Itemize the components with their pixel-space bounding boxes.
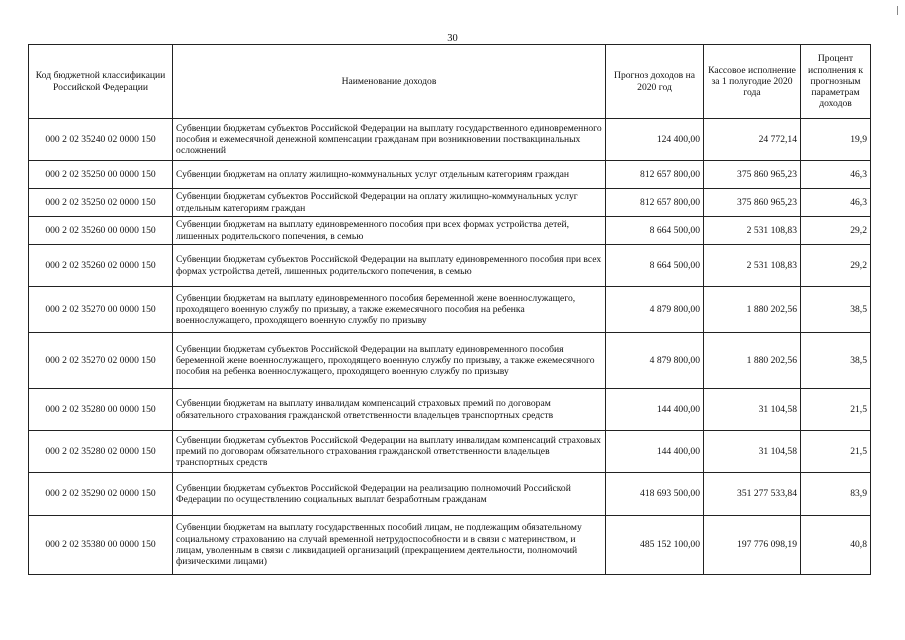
row-cash: 2 531 108,83: [704, 245, 801, 287]
table-row: [29, 245, 871, 287]
table-row: [29, 473, 871, 516]
row-cash: 197 776 098,19: [704, 516, 801, 575]
table-row: [29, 431, 871, 473]
table-row: [29, 119, 871, 161]
header-cash: Кассовое исполнение за 1 полугодие 2020 года: [704, 45, 801, 119]
row-name: Субвенции бюджетам на выплату единовременного пособия при всех формах устройства детей, лишенных родительского попечения, в семью: [173, 217, 606, 245]
row-forecast: 8 664 500,00: [606, 245, 704, 287]
row-percent: 19,9: [801, 119, 871, 161]
row-code: 000 2 02 35280 02 0000 150: [29, 431, 173, 473]
row-name: Субвенции бюджетам на выплату инвалидам компенсаций страховых премий по договорам обязательного страхования гражданской ответственности владельцев транспортных средств: [173, 389, 606, 431]
table-row: [29, 389, 871, 431]
row-cash: 351 277 533,84: [704, 473, 801, 516]
row-forecast: 485 152 100,00: [606, 516, 704, 575]
row-forecast: 8 664 500,00: [606, 217, 704, 245]
row-code: 000 2 02 35380 00 0000 150: [29, 516, 173, 575]
row-name: Субвенции бюджетам субъектов Российской Федерации на выплату единовременного пособия при всех формах устройства детей, лишенных родительского попечения, в семью: [173, 245, 606, 287]
row-name: Субвенции бюджетам на оплату жилищно-коммунальных услуг отдельным категориям граждан: [173, 161, 606, 189]
row-percent: 46,3: [801, 161, 871, 189]
row-forecast: 812 657 800,00: [606, 189, 704, 217]
row-code: 000 2 02 35260 00 0000 150: [29, 217, 173, 245]
row-code: 000 2 02 35240 02 0000 150: [29, 119, 173, 161]
row-cash: 375 860 965,23: [704, 189, 801, 217]
row-forecast: 124 400,00: [606, 119, 704, 161]
row-code: 000 2 02 35290 02 0000 150: [29, 473, 173, 516]
row-code: 000 2 02 35280 00 0000 150: [29, 389, 173, 431]
row-forecast: 418 693 500,00: [606, 473, 704, 516]
header-code: Код бюджетной классификации Российской Федерации: [29, 45, 173, 119]
row-forecast: 144 400,00: [606, 431, 704, 473]
row-code: 000 2 02 35250 02 0000 150: [29, 189, 173, 217]
table-row: [29, 516, 871, 575]
table-header-row: [29, 45, 871, 119]
row-name: Субвенции бюджетам субъектов Российской Федерации на выплату государственного единовременного пособия и ежемесячной денежной компенсации гражданам при возникновении поствакцинальных осложнений: [173, 119, 606, 161]
row-percent: 46,3: [801, 189, 871, 217]
table-row: [29, 217, 871, 245]
table-row: [29, 161, 871, 189]
table-row: [29, 333, 871, 389]
revenue-table: [28, 44, 871, 575]
row-code: 000 2 02 35250 00 0000 150: [29, 161, 173, 189]
row-forecast: 4 879 800,00: [606, 333, 704, 389]
row-cash: 24 772,14: [704, 119, 801, 161]
row-name: Субвенции бюджетам на выплату государственных пособий лицам, не подлежащим обязательному социальному страхованию на случай временной нетрудоспособности и в связи с материнством, и лицам, уволенным в связи с ликвидацией организаций (прекращением деятельности, полномочий физическими лицами): [173, 516, 606, 575]
row-code: 000 2 02 35260 02 0000 150: [29, 245, 173, 287]
row-code: 000 2 02 35270 00 0000 150: [29, 287, 173, 333]
row-cash: 1 880 202,56: [704, 287, 801, 333]
row-forecast: 812 657 800,00: [606, 161, 704, 189]
row-percent: 21,5: [801, 431, 871, 473]
page-number: 30: [447, 33, 458, 44]
row-percent: 38,5: [801, 333, 871, 389]
row-cash: 1 880 202,56: [704, 333, 801, 389]
edge-mark: [897, 6, 898, 15]
row-code: 000 2 02 35270 02 0000 150: [29, 333, 173, 389]
row-name: Субвенции бюджетам субъектов Российской Федерации на выплату единовременного пособия беременной жене военнослужащего, проходящего военную службу по призыву, а также ежемесячного пособия на ребенка военнослужащего, проходящего военную службу по призыву: [173, 333, 606, 389]
row-cash: 31 104,58: [704, 431, 801, 473]
row-cash: 2 531 108,83: [704, 217, 801, 245]
row-cash: 31 104,58: [704, 389, 801, 431]
header-percent: Процент исполнения к прогнозным параметрам доходов: [801, 45, 871, 119]
row-name: Субвенции бюджетам субъектов Российской Федерации на оплату жилищно-коммунальных услуг отдельным категориям граждан: [173, 189, 606, 217]
row-percent: 21,5: [801, 389, 871, 431]
row-name: Субвенции бюджетам субъектов Российской Федерации на выплату инвалидам компенсаций страховых премий по договорам обязательного страхования гражданской ответственности владельцев транспортных средств: [173, 431, 606, 473]
row-forecast: 144 400,00: [606, 389, 704, 431]
row-percent: 29,2: [801, 245, 871, 287]
row-percent: 38,5: [801, 287, 871, 333]
row-percent: 83,9: [801, 473, 871, 516]
row-percent: 29,2: [801, 217, 871, 245]
header-forecast: Прогноз доходов на 2020 год: [606, 45, 704, 119]
table-row: [29, 189, 871, 217]
row-cash: 375 860 965,23: [704, 161, 801, 189]
row-percent: 40,8: [801, 516, 871, 575]
row-name: Субвенции бюджетам субъектов Российской Федерации на реализацию полномочий Российской Федерации по осуществлению социальных выплат безработным гражданам: [173, 473, 606, 516]
row-forecast: 4 879 800,00: [606, 287, 704, 333]
table-row: [29, 287, 871, 333]
row-name: Субвенции бюджетам на выплату единовременного пособия беременной жене военнослужащего, проходящего военную службу по призыву, а также ежемесячного пособия на ребенка военнослужащего, проходящего военную службу по призыву: [173, 287, 606, 333]
header-name: Наименование доходов: [173, 45, 606, 119]
